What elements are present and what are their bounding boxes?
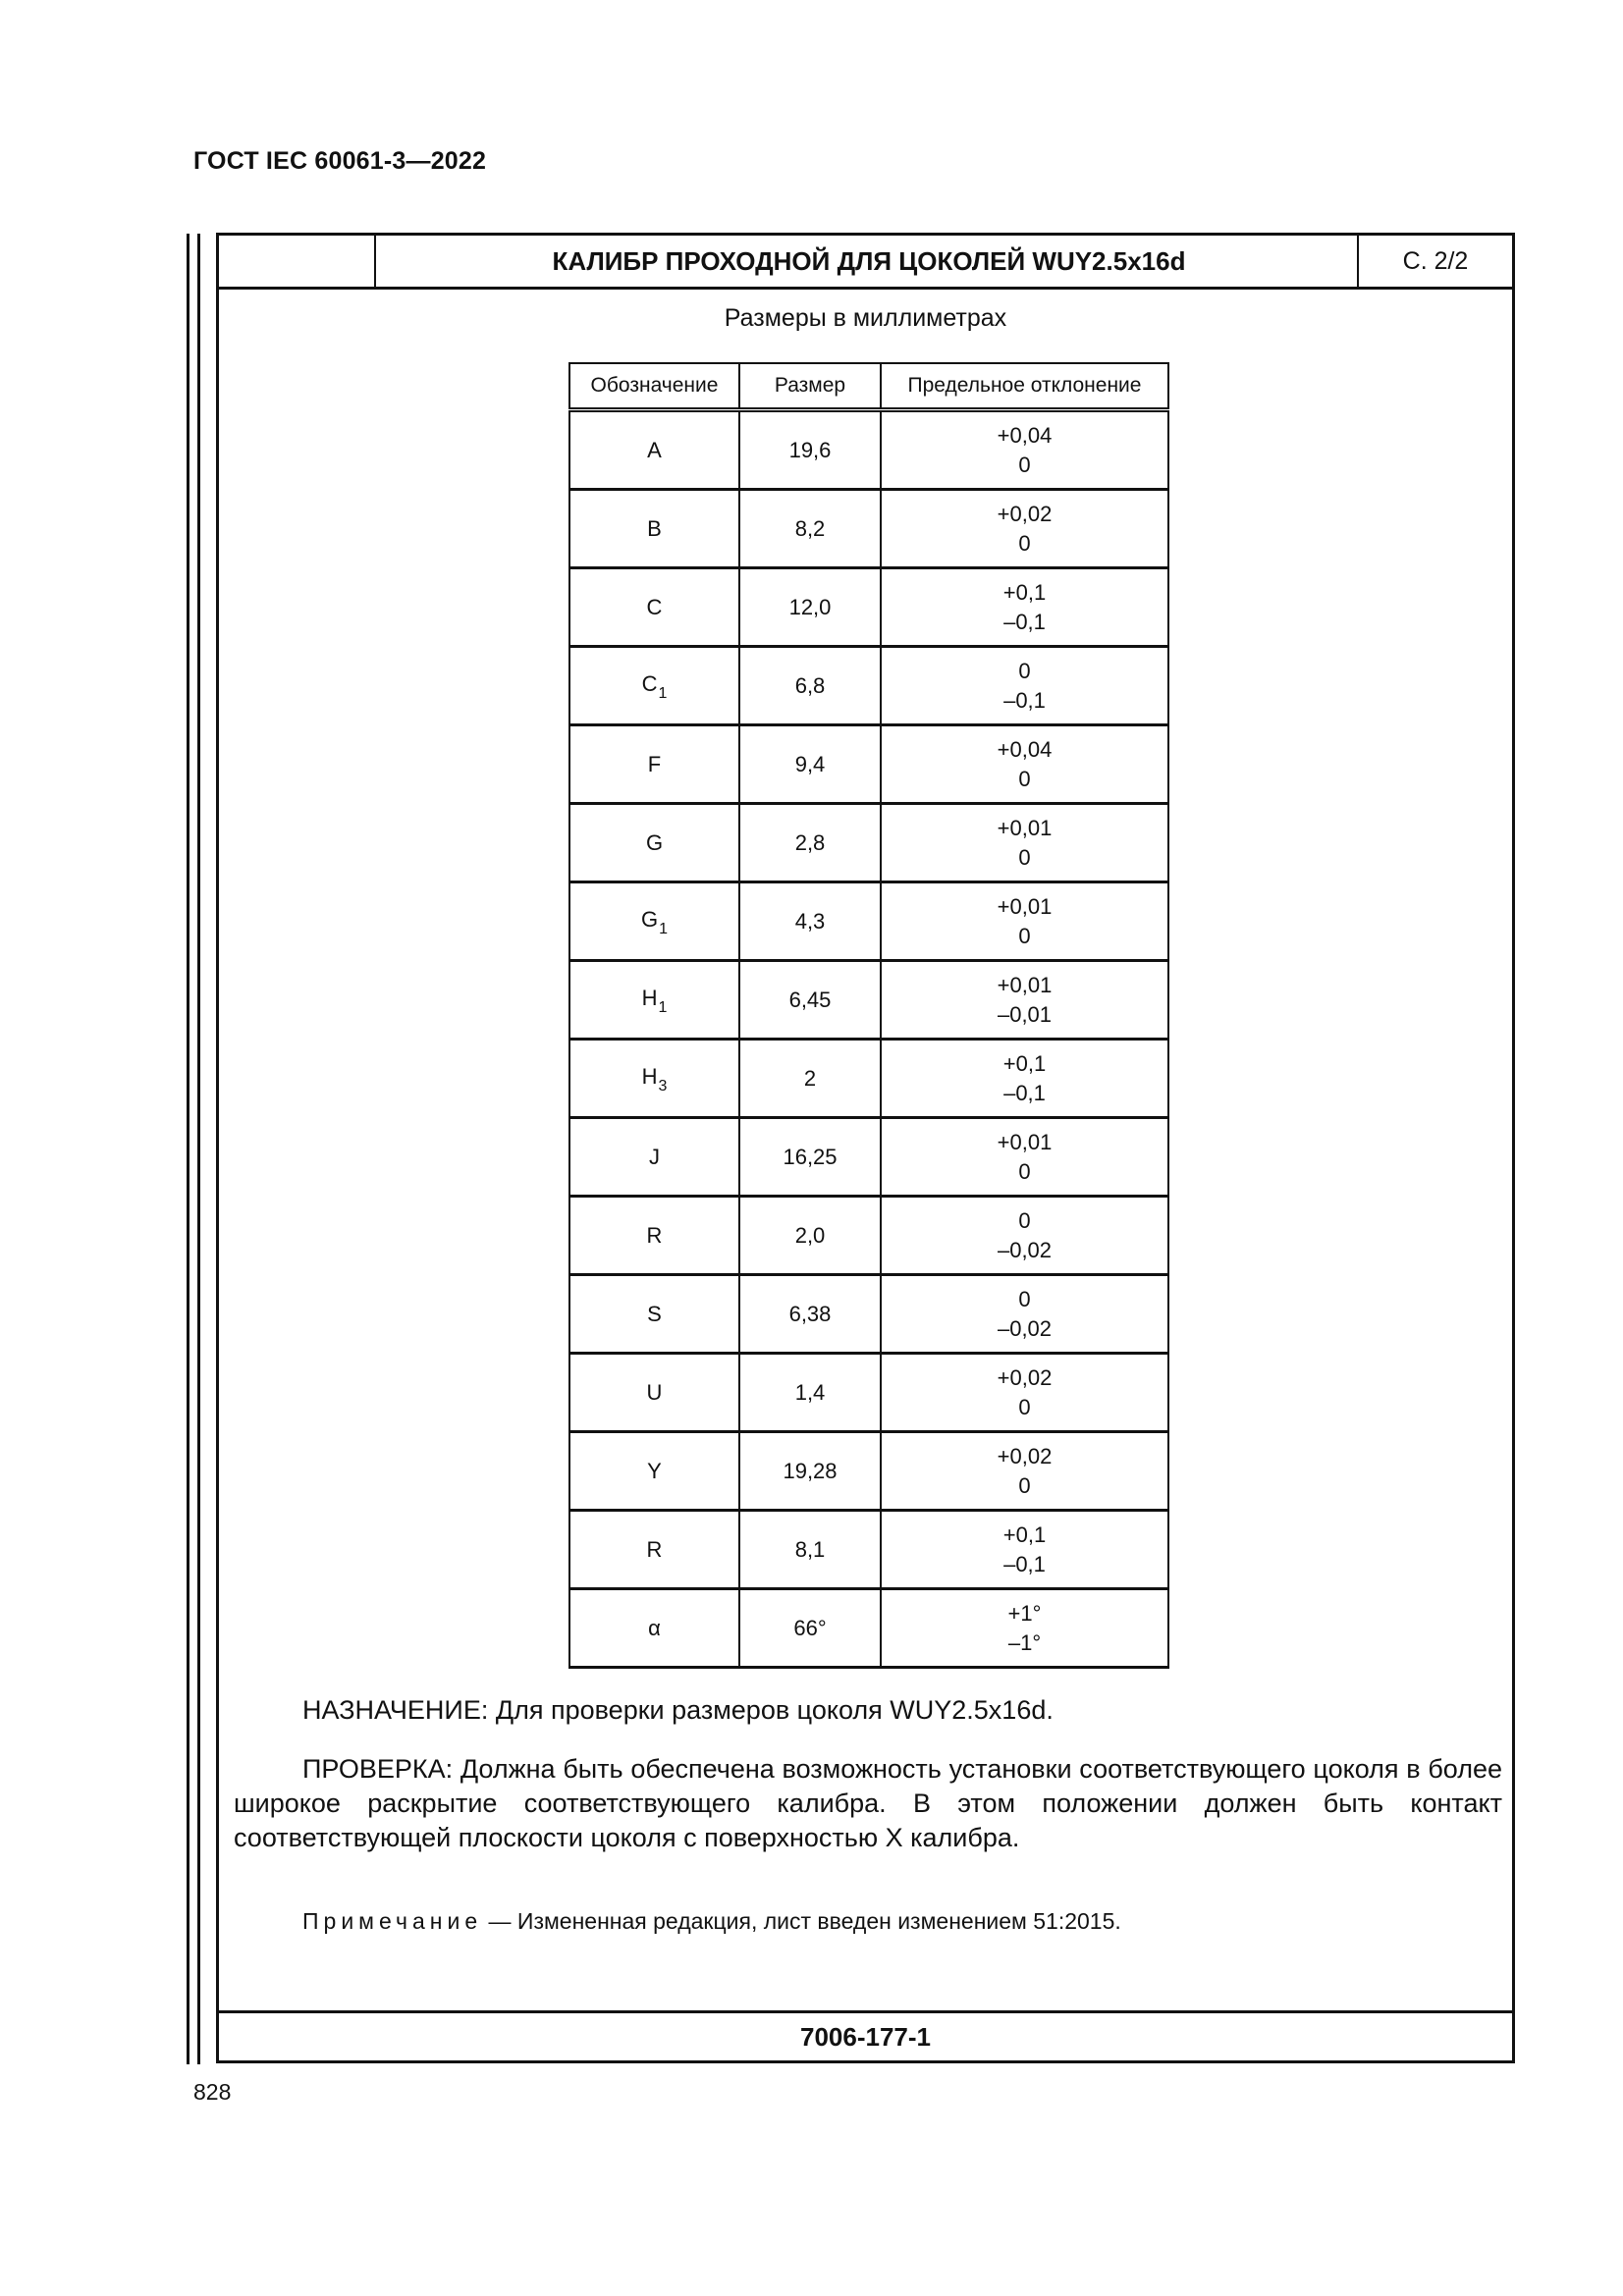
cell-size: 2,8 (739, 804, 881, 882)
table-row (569, 725, 1168, 804)
tolerance-lower: –0,1 (1003, 1080, 1046, 1105)
designation-letter: H (641, 1064, 658, 1089)
cell-designation (569, 725, 739, 804)
table-row (569, 490, 1168, 568)
cell-tolerance (881, 1589, 1168, 1668)
designation-letter: R (646, 1222, 663, 1248)
tolerance-lower: 0 (1018, 1158, 1031, 1184)
note-paragraph (302, 1908, 1121, 1935)
tolerance-upper: +0,02 (997, 1443, 1053, 1468)
cell-size: 66° (739, 1589, 881, 1668)
designation-letter: S (647, 1301, 662, 1326)
cell-tolerance (881, 1432, 1168, 1511)
cell-designation (569, 804, 739, 882)
column-header-tolerance: Предельное отклонение (881, 363, 1168, 410)
tolerance-lower: –0,02 (997, 1315, 1053, 1341)
tolerance-lower: 0 (1018, 452, 1031, 477)
cell-designation (569, 961, 739, 1040)
sheet-page-ref: С. 2/2 (1357, 236, 1512, 287)
table-row (569, 804, 1168, 882)
cell-designation (569, 1354, 739, 1432)
tolerance-upper: +1° (1007, 1600, 1042, 1626)
designation-letter: α (648, 1615, 661, 1640)
tolerance-upper: +0,1 (1002, 579, 1047, 605)
page-number: 828 (193, 2079, 232, 2105)
designation-subscript: 1 (658, 685, 668, 702)
table-row (569, 1432, 1168, 1511)
tolerance-lower: –0,01 (997, 1001, 1053, 1027)
title-empty-cell (219, 236, 376, 287)
cell-designation (569, 1432, 739, 1511)
designation-letter: B (647, 515, 662, 541)
cell-designation (569, 490, 739, 568)
tolerance-upper: +0,04 (997, 422, 1053, 448)
cell-size: 1,4 (739, 1354, 881, 1432)
designation-letter: Y (647, 1458, 662, 1483)
dimensions-table (568, 362, 1169, 1669)
table-row (569, 1354, 1168, 1432)
tolerance-lower: 0 (1018, 1472, 1031, 1498)
cell-size: 16,25 (739, 1118, 881, 1197)
designation-letter: G (645, 829, 664, 855)
tolerance-lower: –0,1 (1003, 1551, 1046, 1576)
sheet-title: КАЛИБР ПРОХОДНОЙ ДЛЯ ЦОКОЛЕЙ WUY2.5x16d (552, 245, 1186, 276)
cell-size: 8,2 (739, 490, 881, 568)
designation-subscript: 1 (658, 999, 668, 1016)
tolerance-lower: –0,02 (997, 1237, 1053, 1262)
cell-tolerance (881, 490, 1168, 568)
tolerance-upper: +0,01 (997, 972, 1053, 997)
cell-designation (569, 882, 739, 961)
cell-designation (569, 1275, 739, 1354)
cell-tolerance (881, 410, 1168, 490)
tolerance-upper: 0 (1018, 1286, 1031, 1311)
table-header-row (569, 363, 1168, 410)
tolerance-upper: +0,02 (997, 501, 1053, 526)
cell-size: 4,3 (739, 882, 881, 961)
designation-letter: C (646, 594, 663, 619)
cell-tolerance (881, 1197, 1168, 1275)
cell-size: 6,45 (739, 961, 881, 1040)
table-row (569, 1511, 1168, 1589)
table-row (569, 647, 1168, 725)
tolerance-upper: +0,1 (1002, 1050, 1047, 1076)
tolerance-upper: +0,02 (997, 1364, 1053, 1390)
column-header-size: Размер (739, 363, 881, 410)
designation-letter: J (649, 1144, 660, 1169)
tolerance-upper: 0 (1018, 1207, 1031, 1233)
tolerance-lower: –0,1 (1003, 687, 1046, 713)
table-body (569, 410, 1168, 1668)
cell-size: 6,8 (739, 647, 881, 725)
tolerance-upper: +0,01 (997, 815, 1053, 840)
tolerance-upper: +0,01 (997, 893, 1053, 919)
designation-letter: G (640, 907, 659, 932)
cell-size: 2,0 (739, 1197, 881, 1275)
units-caption: Размеры в миллиметрах (724, 304, 1007, 332)
table-row (569, 882, 1168, 961)
tolerance-lower: 0 (1018, 1394, 1031, 1419)
cell-tolerance (881, 961, 1168, 1040)
tolerance-lower: 0 (1018, 766, 1031, 791)
tolerance-lower: 0 (1018, 923, 1031, 948)
tolerance-lower: 0 (1018, 530, 1031, 556)
note-label: Примечание (302, 1908, 483, 1934)
table-row (569, 568, 1168, 647)
sheet-number: 7006-177-1 (219, 2010, 1512, 2060)
cell-size: 19,6 (739, 410, 881, 490)
cell-tolerance (881, 1118, 1168, 1197)
cell-size: 8,1 (739, 1511, 881, 1589)
cell-tolerance (881, 804, 1168, 882)
cell-size: 2 (739, 1040, 881, 1118)
cell-designation (569, 1040, 739, 1118)
purpose-paragraph: НАЗНАЧЕНИЕ: Для проверки размеров цоколя WUY2.5x16d. (302, 1695, 1054, 1725)
document-header: ГОСТ IEC 60061-3—2022 (193, 147, 487, 175)
table-row (569, 1589, 1168, 1668)
cell-tolerance (881, 725, 1168, 804)
cell-tolerance (881, 882, 1168, 961)
designation-letter: R (646, 1536, 663, 1562)
designation-letter: H (641, 986, 658, 1010)
column-header-designation: Обозначение (569, 363, 739, 410)
cell-tolerance (881, 1040, 1168, 1118)
cell-designation (569, 1197, 739, 1275)
table-row (569, 410, 1168, 490)
table-row (569, 1118, 1168, 1197)
designation-subscript: 3 (658, 1078, 668, 1095)
tolerance-lower: 0 (1018, 844, 1031, 870)
cell-size: 9,4 (739, 725, 881, 804)
cell-tolerance (881, 1275, 1168, 1354)
note-text: — Измененная редакция, лист введен изменением 51:2015. (482, 1908, 1121, 1934)
sheet-frame (216, 233, 1515, 2063)
cell-designation (569, 568, 739, 647)
designation-letter: A (647, 437, 662, 462)
sheet-title-row (219, 236, 1512, 290)
designation-letter: F (647, 751, 662, 776)
cell-designation (569, 1118, 739, 1197)
cell-designation (569, 410, 739, 490)
cell-size: 12,0 (739, 568, 881, 647)
designation-letter: C (641, 671, 658, 696)
cell-size: 6,38 (739, 1275, 881, 1354)
check-paragraph: ПРОВЕРКА: Должна быть обеспечена возможность установки соответствующего цоколя в более широкое раскрытие соответствующего калибра. В этом положении должен быть контакт соответствующей плоскости цоколя с поверхностью X калибра. (234, 1754, 1502, 1852)
cell-designation (569, 647, 739, 725)
designation-letter: U (646, 1379, 663, 1405)
cell-designation (569, 1511, 739, 1589)
margin-binding-lines (187, 234, 200, 2064)
tolerance-upper: +0,01 (997, 1129, 1053, 1154)
tolerance-upper: +0,04 (997, 736, 1053, 762)
cell-tolerance (881, 1354, 1168, 1432)
cell-tolerance (881, 568, 1168, 647)
tolerance-upper: +0,1 (1002, 1522, 1047, 1547)
designation-subscript: 1 (659, 921, 669, 937)
table-row (569, 1197, 1168, 1275)
table-row (569, 1275, 1168, 1354)
cell-tolerance (881, 647, 1168, 725)
cell-size: 19,28 (739, 1432, 881, 1511)
tolerance-lower: –1° (1007, 1629, 1042, 1655)
tolerance-upper: 0 (1018, 658, 1031, 683)
table-row (569, 1040, 1168, 1118)
tolerance-lower: –0,1 (1003, 609, 1046, 634)
cell-designation (569, 1589, 739, 1668)
cell-tolerance (881, 1511, 1168, 1589)
table-row (569, 961, 1168, 1040)
